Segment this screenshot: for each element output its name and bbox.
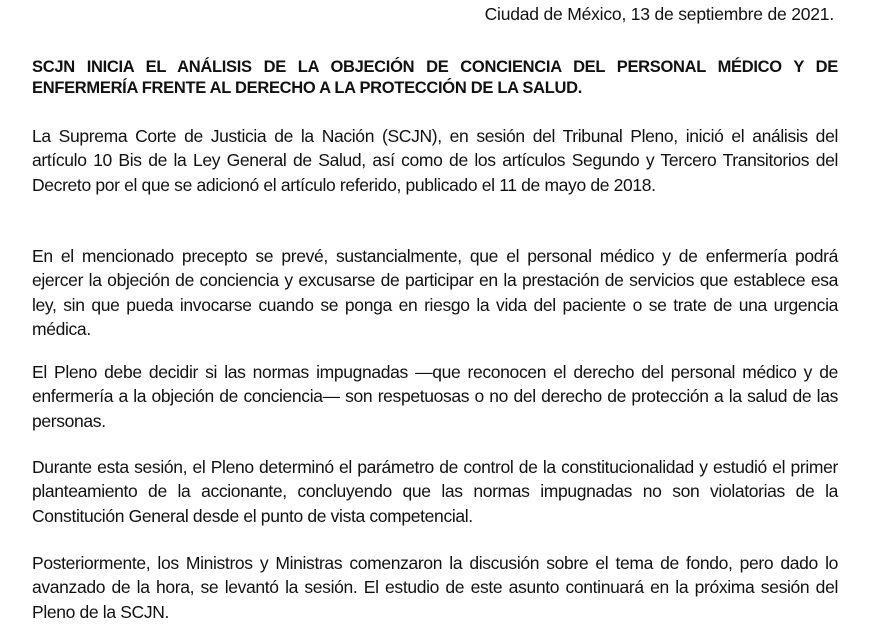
paragraph-continuation: Posteriormente, los Ministros y Ministras comenzaron la discusión sobre el tema de fondo, pero dado lo avanzado de la hora, se levantó la sesión. El estudio de este asunto continuará en la próxima sesión del Pleno de la SCJN. [32,553,838,622]
document-title: SCJN INICIA EL ANÁLISIS DE LA OBJECIÓN DE CONCIENCIA DEL PERSONAL MÉDICO Y DE ENFERMERÍA FRENTE AL DERECHO A LA PROTECCIÓN DE LA SALUD. [32,58,838,97]
paragraph-intro: La Suprema Corte de Justicia de la Nación (SCJN), en sesión del Tribunal Pleno, inició el análisis del artículo 10 Bis de la Ley General de Salud, así como de los artículos Segundo y Tercero Transitorios del Decreto por el que se adicionó el artículo referido, publicado el 11 de mayo de 2018. [32,126,838,195]
paragraph-question: El Pleno debe decidir si las normas impugnadas —que reconocen el derecho del personal médico y de enfermería a la objeción de conciencia— son respetuosas o no del derecho de protección a la salud de las personas. [32,362,838,431]
date-line: Ciudad de México, 13 de septiembre de 2021. [484,4,834,24]
paragraph-precept: En el mencionado precepto se prevé, sustancialmente, que el personal médico y de enfermería podrá ejercer la objeción de conciencia y excusarse de participar en la prestación de servicios que establece esa ley, sin que pueda invocarse cuando se ponga en riesgo la vida del paciente o se trate de una urgencia médica. [32,246,838,340]
paragraph-session: Durante esta sesión, el Pleno determinó el parámetro de control de la constitucionalidad y estudió el primer planteamiento de la accionante, concluyendo que las normas impugnadas no son violatorias de la Constitución General desde el punto de vista competencial. [32,457,838,526]
